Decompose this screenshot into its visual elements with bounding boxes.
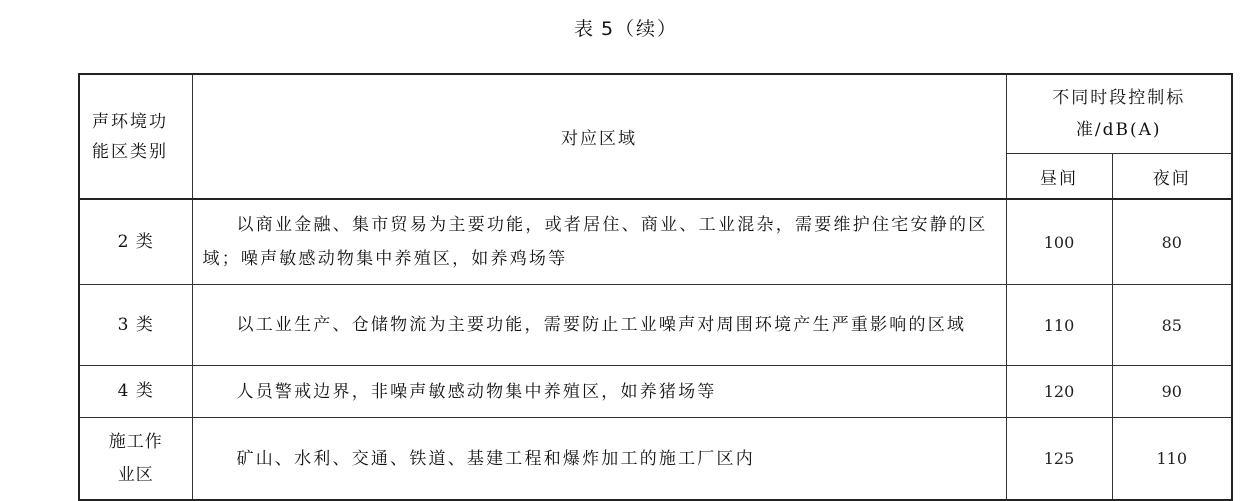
nighttime-limit-cell: 90 <box>1112 366 1232 418</box>
nighttime-limit-cell: 85 <box>1112 285 1232 366</box>
zone-category-cell: 4 类 <box>79 366 192 418</box>
table-header <box>79 74 1232 199</box>
table-row <box>79 285 1232 366</box>
daytime-limit-cell: 120 <box>1006 366 1112 418</box>
zone-category-cell: 3 类 <box>79 285 192 366</box>
zone-category-cell: 施工作业区 <box>79 418 192 501</box>
table-row <box>79 418 1232 501</box>
table-caption-prefix: 表 <box>573 18 595 40</box>
nighttime-limit-cell: 110 <box>1112 418 1232 501</box>
header-limit-group: 不同时段控制标准/dB(A) <box>1006 74 1232 154</box>
area-description-cell: 人员警戒边界，非噪声敏感动物集中养殖区，如养猪场等 <box>192 366 1006 418</box>
table-caption <box>0 14 1252 41</box>
header-area: 对应区域 <box>192 74 1006 199</box>
noise-standard-table <box>78 73 1233 501</box>
nighttime-limit-cell: 80 <box>1112 199 1232 285</box>
header-daytime: 昼间 <box>1006 154 1112 200</box>
daytime-limit-cell: 110 <box>1006 285 1112 366</box>
table-caption-number: 5（续） <box>600 18 679 40</box>
area-description-cell: 矿山、水利、交通、铁道、基建工程和爆炸加工的施工厂区内 <box>192 418 1006 501</box>
zone-category-cell: 2 类 <box>79 199 192 285</box>
daytime-limit-cell: 100 <box>1006 199 1112 285</box>
header-zone-category: 声环境功能区类别 <box>79 74 192 199</box>
area-description-cell: 以工业生产、仓储物流为主要功能，需要防止工业噪声对周围环境产生严重影响的区域 <box>192 285 1006 366</box>
daytime-limit-cell: 125 <box>1006 418 1112 501</box>
table-row <box>79 199 1232 285</box>
table-row <box>79 366 1232 418</box>
area-description-cell: 以商业金融、集市贸易为主要功能，或者居住、商业、工业混杂，需要维护住宅安静的区域；噪声敏感动物集中养殖区，如养鸡场等 <box>192 199 1006 285</box>
header-nighttime: 夜间 <box>1112 154 1232 200</box>
